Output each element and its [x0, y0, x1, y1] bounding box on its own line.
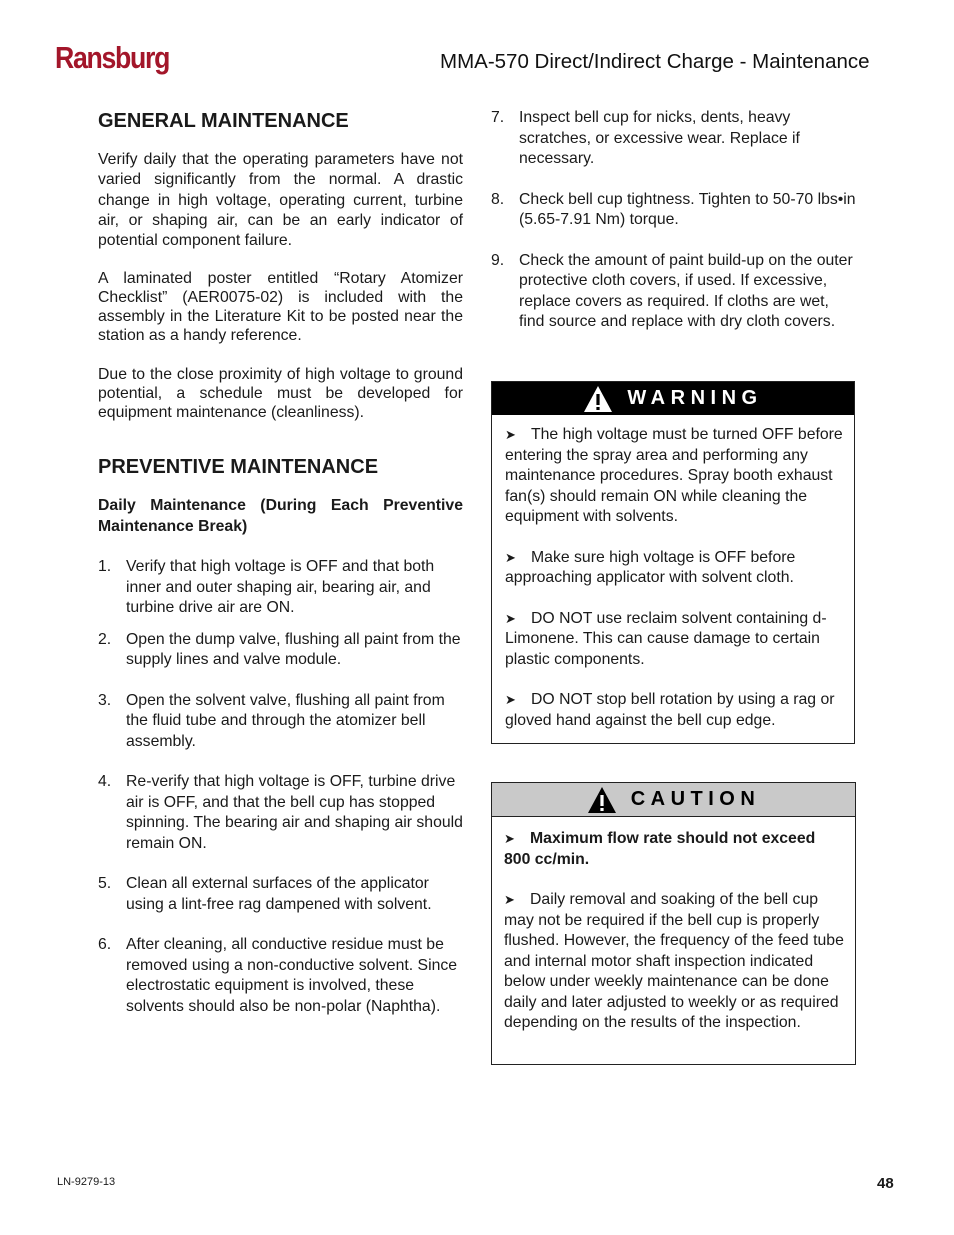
step-text: Verify that high voltage is OFF and that both inner and outer shaping air, bearing air, and turbine drive air are ON. [126, 558, 435, 617]
page-number: 48 [877, 1175, 894, 1192]
step-text: Inspect bell cup for nicks, dents, heavy scratches, or excessive wear. Replace if necessary. [519, 109, 800, 167]
step-text: Re-verify that high voltage is OFF, turbine drive air is OFF, and that the bell cup has stopped spinning. The bearing air and shaping air should remain ON. [126, 773, 463, 852]
warning-header [492, 382, 854, 415]
list-item [98, 874, 463, 915]
step-number: 8. [491, 190, 505, 208]
right-column [491, 108, 856, 333]
general-paragraph: Verify daily that the operating parameters have not varied significantly from the normal. A drastic change in high voltage, operating current, turbine air, or shaping air, can be an early indicator of potential component failure. [98, 151, 463, 250]
warning-title: WARNING [627, 387, 763, 409]
list-item [491, 190, 856, 231]
warning-body [492, 415, 854, 743]
list-item [491, 108, 856, 170]
document-number: LN-9279-13 [57, 1176, 116, 1188]
step-text: Check bell cup tightness. Tighten to 50-70 lbs•in (5.65-7.91 Nm) torque. [519, 190, 856, 228]
chevron-right-icon: ➤ [505, 610, 516, 626]
warning-item: ➤ DO NOT stop bell rotation by using a rag or gloved hand against the bell cup edge. [505, 691, 835, 729]
general-paragraph: Due to the close proximity of high voltage to ground potential, a schedule must be developed for equipment maintenance (cleanliness). [98, 366, 463, 422]
step-text: Check the amount of paint build-up on the outer protective cloth covers, if used. If excessive, replace covers as required. If cloths are wet, find source and replace with dry cloth covers. [519, 251, 853, 330]
step-number: 1. [98, 558, 112, 576]
caution-body [492, 817, 855, 1046]
steps-list-left [98, 557, 463, 1017]
step-number: 3. [98, 691, 112, 709]
chevron-right-icon: ➤ [505, 427, 516, 442]
daily-maintenance-subheading: Daily Maintenance (During Each Preventive Maintenance Break) [98, 497, 463, 535]
document-title: MMA-570 Direct/Indirect Charge - Maintenance [440, 50, 870, 73]
caution-title: CAUTION [630, 788, 761, 810]
step-text: Clean all external surfaces of the applicator using a lint-free rag dampened with solvent. [126, 875, 432, 913]
list-item [98, 772, 463, 854]
caution-triangle-icon [587, 786, 617, 814]
step-number: 7. [491, 109, 505, 126]
caution-box [491, 782, 856, 1065]
caution-header [492, 783, 855, 817]
list-item [98, 691, 463, 753]
step-number: 4. [98, 773, 112, 791]
caution-item: ➤ Maximum flow rate should not exceed 800 cc/min. [504, 830, 816, 868]
list-item [98, 630, 463, 671]
step-number: 9. [491, 251, 505, 269]
step-number: 5. [98, 875, 112, 893]
general-maintenance-heading: GENERAL MAINTENANCE [98, 110, 349, 132]
chevron-right-icon: ➤ [504, 892, 515, 907]
list-item [98, 935, 463, 1017]
brand-logo: Ransburg [55, 40, 170, 75]
warning-item: ➤ The high voltage must be turned OFF before entering the spray area and performing any maintenance procedures. Spray booth exhaust fan(s) should remain ON while cleaning the equipment with solvents. [505, 426, 843, 525]
preventive-maintenance-heading: PREVENTIVE MAINTENANCE [98, 456, 379, 479]
steps-list-right [491, 108, 856, 333]
step-text: Open the dump valve, flushing all paint from the supply lines and valve module. [126, 630, 461, 669]
step-text: After cleaning, all conductive residue must be removed using a non-conductive solvent. Since electrostatic equipment is involved, these solvents should also be non-polar (Naphtha). [126, 936, 458, 1015]
step-text: Open the solvent valve, flushing all paint from the fluid tube and through the atomizer bell assembly. [126, 691, 445, 750]
warning-box [491, 381, 855, 744]
chevron-right-icon: ➤ [505, 692, 516, 707]
step-number: 2. [98, 630, 112, 648]
step-number: 6. [98, 936, 112, 954]
warning-item: ➤ DO NOT use reclaim solvent containing d-Limonene. This can cause damage to certain plastic components. [505, 609, 827, 668]
list-item [491, 251, 856, 333]
general-paragraph: A laminated poster entitled “Rotary Atomizer Checklist” (AER0075-02) is included with the assembly in the Literature Kit to be posted near the station as a handy reference. [98, 270, 463, 345]
caution-item: ➤ Daily removal and soaking of the bell cup may not be required if the bell cup is properly flushed. However, the frequency of the feed tube and internal motor shaft inspection indicated below under weekly maintenance can be done daily and later adjusted to weekly or as required depending on the results of the inspection. [504, 891, 844, 1031]
left-column [98, 108, 463, 1017]
list-item [98, 557, 463, 619]
warning-item: ➤ Make sure high voltage is OFF before approaching applicator with solvent cloth. [505, 548, 796, 586]
chevron-right-icon: ➤ [505, 549, 516, 565]
chevron-right-icon: ➤ [504, 831, 515, 846]
warning-triangle-icon [583, 385, 613, 413]
